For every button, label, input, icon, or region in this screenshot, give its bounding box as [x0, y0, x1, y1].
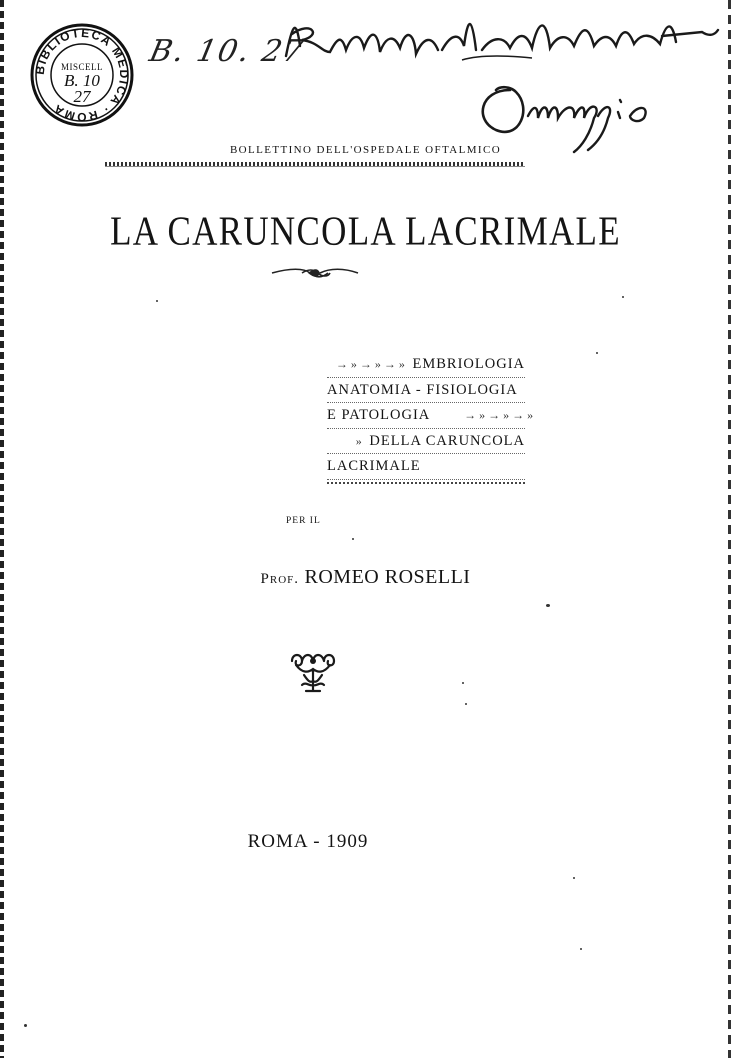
scan-speck — [573, 877, 575, 879]
arrow-ornament-icon: →»→»→» — [464, 408, 537, 422]
contents-line — [327, 429, 525, 455]
stamp-shelfmark — [54, 62, 110, 105]
scan-speck — [24, 1024, 27, 1027]
scan-speck — [462, 682, 464, 684]
scan-speck — [156, 300, 158, 302]
arrow-ornament-icon: » — [355, 433, 365, 448]
contents-line — [327, 454, 525, 480]
library-stamp — [28, 22, 136, 128]
stamp-line-1: MISCELL — [60, 62, 103, 72]
arrow-ornament-icon: →»→»→» — [335, 357, 408, 371]
stamp-line-2: B. 10 — [64, 71, 100, 90]
contents-text: ANATOMIA - FISIOLOGIA — [327, 381, 518, 398]
contents-line — [327, 352, 525, 378]
contents-text: EMBRIOLOGIA — [412, 356, 525, 372]
contents-text: E PATOLOGIA — [327, 407, 430, 423]
contents-text: DELLA CARUNCOLA — [369, 432, 525, 449]
scan-speck — [622, 296, 624, 298]
title-ornament-icon — [270, 266, 360, 280]
scan-speck — [465, 703, 467, 705]
author-name: ROMEO ROSELLI — [304, 566, 471, 588]
stamp-line-3: 27 — [73, 87, 91, 106]
contents-line — [327, 403, 537, 429]
series-heading: BOLLETTINO DELL'OSPEDALE OFTALMICO — [229, 144, 502, 156]
stamp-ring-text: BIBLIOTECA MEDICA · ROMA — [32, 25, 132, 125]
handwritten-omaggio — [470, 60, 655, 155]
contents-text: LACRIMALE — [327, 458, 421, 474]
document-title: LA CARUNCOLA LACRIMALE — [110, 208, 621, 255]
scan-speck — [546, 604, 550, 607]
dotted-rule — [105, 162, 525, 167]
scan-speck — [596, 352, 598, 354]
per-il-label: PER IL — [286, 516, 321, 526]
scan-left-edge — [0, 0, 4, 1058]
handwritten-shelf-code: B. 10. 27 — [146, 34, 309, 69]
handwritten-dedication — [282, 6, 722, 62]
author-line — [0, 566, 731, 589]
contents-line — [327, 378, 525, 404]
scan-speck — [352, 538, 354, 540]
contents-box — [327, 352, 537, 484]
printer-vignette-icon — [288, 651, 338, 693]
scan-speck — [580, 948, 582, 950]
author-prefix: Prof. — [260, 571, 300, 587]
place-date: ROMA - 1909 — [247, 831, 369, 852]
